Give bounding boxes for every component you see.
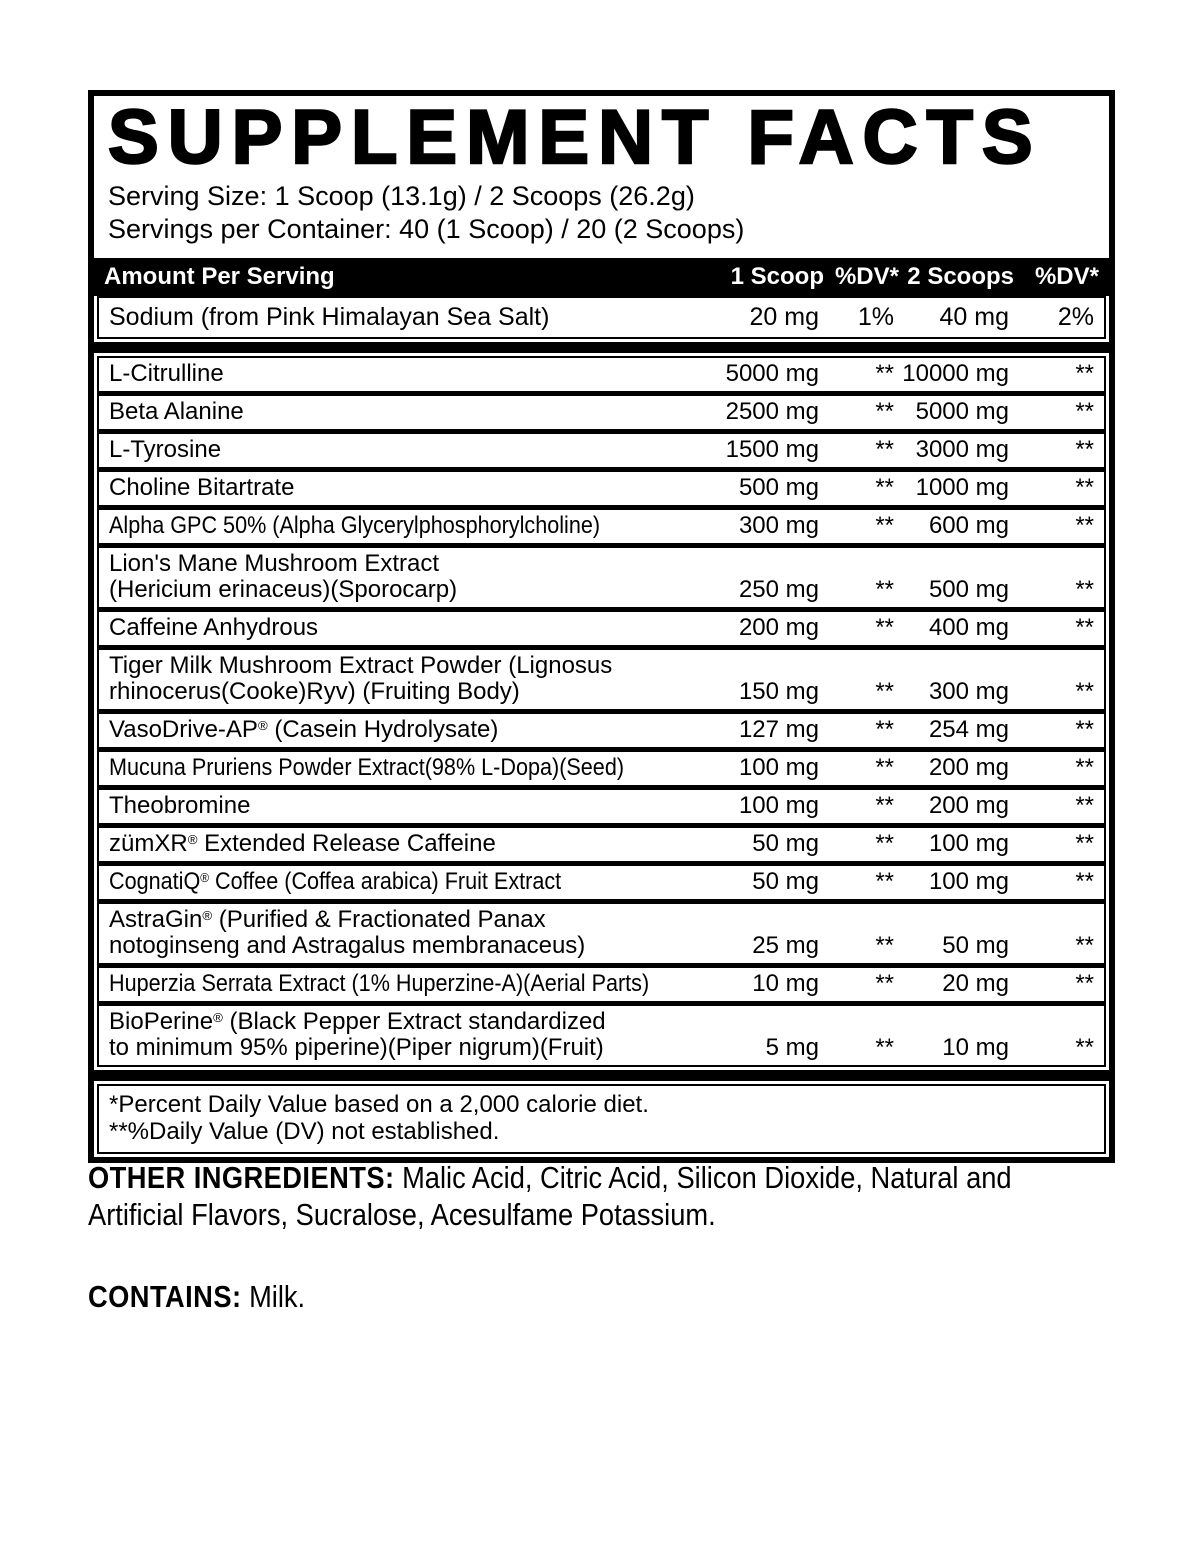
dv-1-scoop: ** <box>875 867 894 895</box>
amount-1-scoop: 100 mg <box>738 753 819 781</box>
ingredient-row <box>99 510 1104 543</box>
facts-box <box>88 90 1115 1163</box>
ingredient-row <box>99 396 1104 429</box>
dv-2-scoops: ** <box>1075 791 1094 819</box>
dv-1-scoop: ** <box>875 1033 894 1061</box>
header-col-1-scoop: 1 Scoop <box>730 262 824 290</box>
amount-1-scoop: 2500 mg <box>725 397 819 425</box>
ingredient-row <box>99 904 1104 963</box>
header-col-2-scoops: 2 Scoops <box>907 262 1014 290</box>
dv-1-scoop: ** <box>875 829 894 857</box>
amount-1-scoop: 300 mg <box>738 511 819 539</box>
other-ingredients-label: OTHER INGREDIENTS: <box>88 1160 395 1195</box>
ingredient-row <box>99 866 1104 899</box>
dv-2-scoops: ** <box>1075 829 1094 857</box>
dv-1-scoop: 1% <box>857 302 894 331</box>
ingredient-rows <box>97 356 1106 1067</box>
amount-2-scoops: 400 mg <box>928 613 1009 641</box>
dv-1-scoop: ** <box>875 677 894 705</box>
ingredient-row <box>99 358 1104 391</box>
ingredient-name: VasoDrive-AP® (Casein Hydrolysate) <box>109 715 499 743</box>
ingredient-row <box>99 968 1104 1001</box>
other-ingredients-text: Malic Acid, Citric Acid, Silicon Dioxide, Natural and Artificial Flavors, Sucralose, Acesulfame Potassium. <box>88 1160 1012 1232</box>
ingredient-name: CognatiQ® Coffee (Coffea arabica) Fruit Extract <box>109 867 562 895</box>
ingredient-name: Alpha GPC 50% (Alpha Glycerylphosphorylcholine) <box>109 511 601 539</box>
amount-2-scoops: 200 mg <box>928 791 1009 819</box>
dv-2-scoops: ** <box>1075 715 1094 743</box>
dv-1-scoop: ** <box>875 931 894 959</box>
amount-2-scoops: 100 mg <box>928 867 1009 895</box>
dv-1-scoop: ** <box>875 969 894 997</box>
ingredient-name: Beta Alanine <box>109 397 244 425</box>
footnote-daily-value: *Percent Daily Value based on a 2,000 calorie diet. <box>109 1090 649 1118</box>
ingredient-name: L-Citrulline <box>109 359 224 387</box>
dv-2-scoops: 2% <box>1057 302 1094 331</box>
servings-per-container-line: Servings per Container: 40 (1 Scoop) / 20 (2 Scoops) <box>108 214 745 245</box>
amount-1-scoop: 250 mg <box>738 575 819 603</box>
dv-2-scoops: ** <box>1075 867 1094 895</box>
panel-title: SUPPLEMENT FACTS <box>108 95 1042 180</box>
ingredient-row <box>99 650 1104 709</box>
dv-1-scoop: ** <box>875 511 894 539</box>
ingredient-name: Choline Bitartrate <box>109 473 295 501</box>
dv-1-scoop: ** <box>875 397 894 425</box>
dv-2-scoops: ** <box>1075 969 1094 997</box>
dv-2-scoops: ** <box>1075 397 1094 425</box>
header-amount-per-serving: Amount Per Serving <box>104 262 335 290</box>
amount-2-scoops: 100 mg <box>928 829 1009 857</box>
dv-2-scoops: ** <box>1075 435 1094 463</box>
ingredient-row <box>99 472 1104 505</box>
ingredient-name: Huperzia Serrata Extract (1% Huperzine-A)(Aerial Parts) <box>109 969 650 997</box>
amount-1-scoop: 25 mg <box>752 931 819 959</box>
dv-1-scoop: ** <box>875 753 894 781</box>
dv-2-scoops: ** <box>1075 677 1094 705</box>
amount-1-scoop: 150 mg <box>738 677 819 705</box>
ingredient-row <box>99 790 1104 823</box>
ingredient-row <box>99 612 1104 645</box>
ingredient-row <box>99 434 1104 467</box>
ingredient-row <box>99 828 1104 861</box>
dv-1-scoop: ** <box>875 359 894 387</box>
ingredient-name: Tiger Milk Mushroom Extract Powder (Lignosus rhinocerus(Cooke)Ryv) (Fruiting Body) <box>109 651 613 705</box>
ingredient-name: Mucuna Pruriens Powder Extract(98% L-Dopa)(Seed) <box>109 753 625 781</box>
contains-paragraph <box>88 1279 1109 1316</box>
ingredient-name: L-Tyrosine <box>109 435 222 463</box>
contains-text: Milk. <box>241 1279 306 1315</box>
amount-2-scoops: 50 mg <box>942 931 1009 959</box>
contains-label: CONTAINS: <box>88 1279 242 1315</box>
amount-2-scoops: 40 mg <box>939 302 1009 331</box>
ingredient-name: zümXR® Extended Release Caffeine <box>109 829 496 857</box>
dv-1-scoop: ** <box>875 613 894 641</box>
dv-2-scoops: ** <box>1075 359 1094 387</box>
amount-2-scoops: 500 mg <box>928 575 1009 603</box>
title-area <box>94 96 1109 246</box>
footnote-box <box>97 1084 1106 1154</box>
dv-1-scoop: ** <box>875 791 894 819</box>
amount-1-scoop: 127 mg <box>738 715 819 743</box>
footnote-dv-not-established: **%Daily Value (DV) not established. <box>109 1117 500 1145</box>
ingredient-name: Theobromine <box>109 791 251 819</box>
dv-1-scoop: ** <box>875 715 894 743</box>
amount-2-scoops: 254 mg <box>928 715 1009 743</box>
ingredient-row <box>99 1006 1104 1065</box>
amount-2-scoops: 600 mg <box>928 511 1009 539</box>
bottom-text-block <box>88 1160 1109 1316</box>
ingredient-name: Lion's Mane Mushroom Extract (Hericium erinaceus)(Sporocarp) <box>109 549 458 603</box>
amount-1-scoop: 500 mg <box>738 473 819 501</box>
header-col-dv-1: %DV* <box>834 262 899 290</box>
dv-1-scoop: ** <box>875 575 894 603</box>
serving-size-line: Serving Size: 1 Scoop (13.1g) / 2 Scoops (26.2g) <box>108 181 695 211</box>
amount-2-scoops: 5000 mg <box>915 397 1009 425</box>
ingredient-name: BioPerine® (Black Pepper Extract standardized to minimum 95% piperine)(Piper nigrum)(Fruit) <box>109 1007 606 1061</box>
amount-2-scoops: 200 mg <box>928 753 1009 781</box>
amount-2-scoops: 10 mg <box>942 1033 1009 1061</box>
amount-2-scoops: 1000 mg <box>915 473 1009 501</box>
amount-1-scoop: 100 mg <box>738 791 819 819</box>
dv-2-scoops: ** <box>1075 613 1094 641</box>
amount-1-scoop: 5000 mg <box>725 359 819 387</box>
amount-1-scoop: 5 mg <box>765 1033 819 1061</box>
amount-1-scoop: 20 mg <box>749 302 819 331</box>
sodium-row <box>97 296 1106 339</box>
dv-2-scoops: ** <box>1075 511 1094 539</box>
ingredient-name: Sodium (from Pink Himalayan Sea Salt) <box>109 302 550 331</box>
header-col-dv-2: %DV* <box>1034 262 1099 290</box>
supplement-facts-panel <box>88 90 1115 1163</box>
dv-2-scoops: ** <box>1075 575 1094 603</box>
thick-divider-top <box>94 342 1109 353</box>
amount-1-scoop: 50 mg <box>752 829 819 857</box>
dv-2-scoops: ** <box>1075 753 1094 781</box>
amount-1-scoop: 1500 mg <box>725 435 819 463</box>
amount-1-scoop: 50 mg <box>752 867 819 895</box>
thick-divider-bottom <box>94 1070 1109 1081</box>
ingredient-row <box>99 548 1104 607</box>
dv-2-scoops: ** <box>1075 931 1094 959</box>
ingredient-name: Caffeine Anhydrous <box>109 613 319 641</box>
other-ingredients-paragraph <box>88 1160 1109 1233</box>
dv-2-scoops: ** <box>1075 1033 1094 1061</box>
amount-1-scoop: 200 mg <box>738 613 819 641</box>
table-header-row <box>94 258 1109 296</box>
amount-2-scoops: 300 mg <box>928 677 1009 705</box>
ingredient-row <box>99 714 1104 747</box>
amount-2-scoops: 20 mg <box>942 969 1009 997</box>
amount-2-scoops: 10000 mg <box>902 359 1009 387</box>
amount-1-scoop: 10 mg <box>752 969 819 997</box>
ingredient-row <box>99 752 1104 785</box>
dv-2-scoops: ** <box>1075 473 1094 501</box>
amount-2-scoops: 3000 mg <box>915 435 1009 463</box>
dv-1-scoop: ** <box>875 435 894 463</box>
dv-1-scoop: ** <box>875 473 894 501</box>
ingredient-name: AstraGin® (Purified & Fractionated Panax notoginseng and Astragalus membranaceus) <box>109 905 586 959</box>
